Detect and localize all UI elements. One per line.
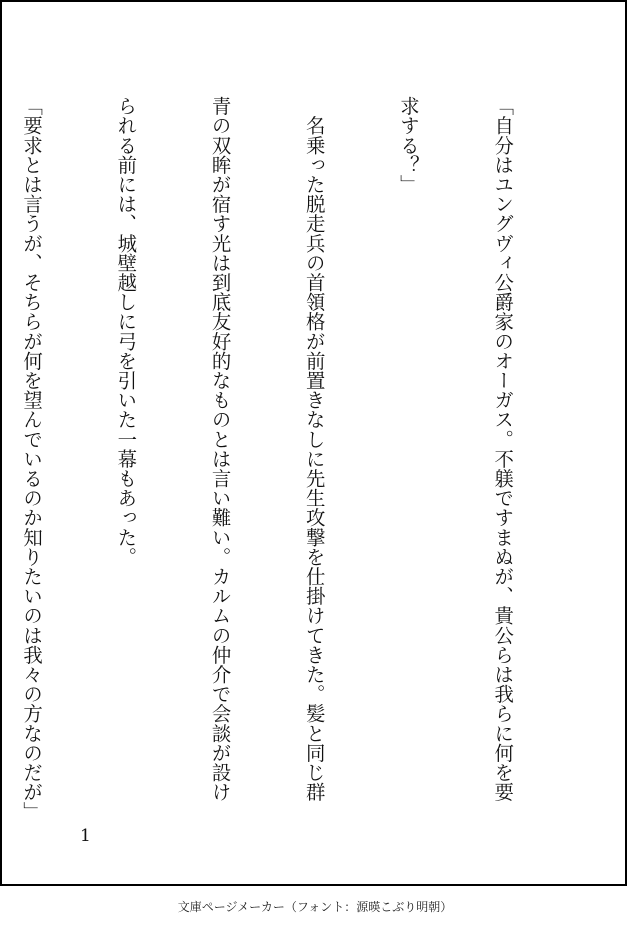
footer-credit: 文庫ページメーカー（フォント：源暎こぶり明朝）	[177, 900, 453, 914]
text-line: 青の双眸が宿す光は到底友好的なものとは言い難い。カルムの仲介で会談が設け	[208, 96, 232, 802]
text-line: 「自分はユングヴィ公爵家のオーガス。不躾ですまぬが、貴公らは我らに何を要	[491, 96, 515, 802]
text-line: られる前には、城壁越しに弓を引いた一幕もあった。	[114, 96, 138, 567]
vertical-text-body	[0, 96, 581, 822]
page-number: 1	[80, 826, 91, 846]
text-line: 求する？」	[396, 96, 420, 194]
text-line: 「要求とは言うが、そちらが何を望んでいるのか知りたいのは我々の方なのだが」	[20, 96, 44, 822]
text-line: 名乗った脱走兵の首領格が前置きなしに先生攻撃を仕掛けてきた。髪と同じ群	[302, 96, 326, 802]
